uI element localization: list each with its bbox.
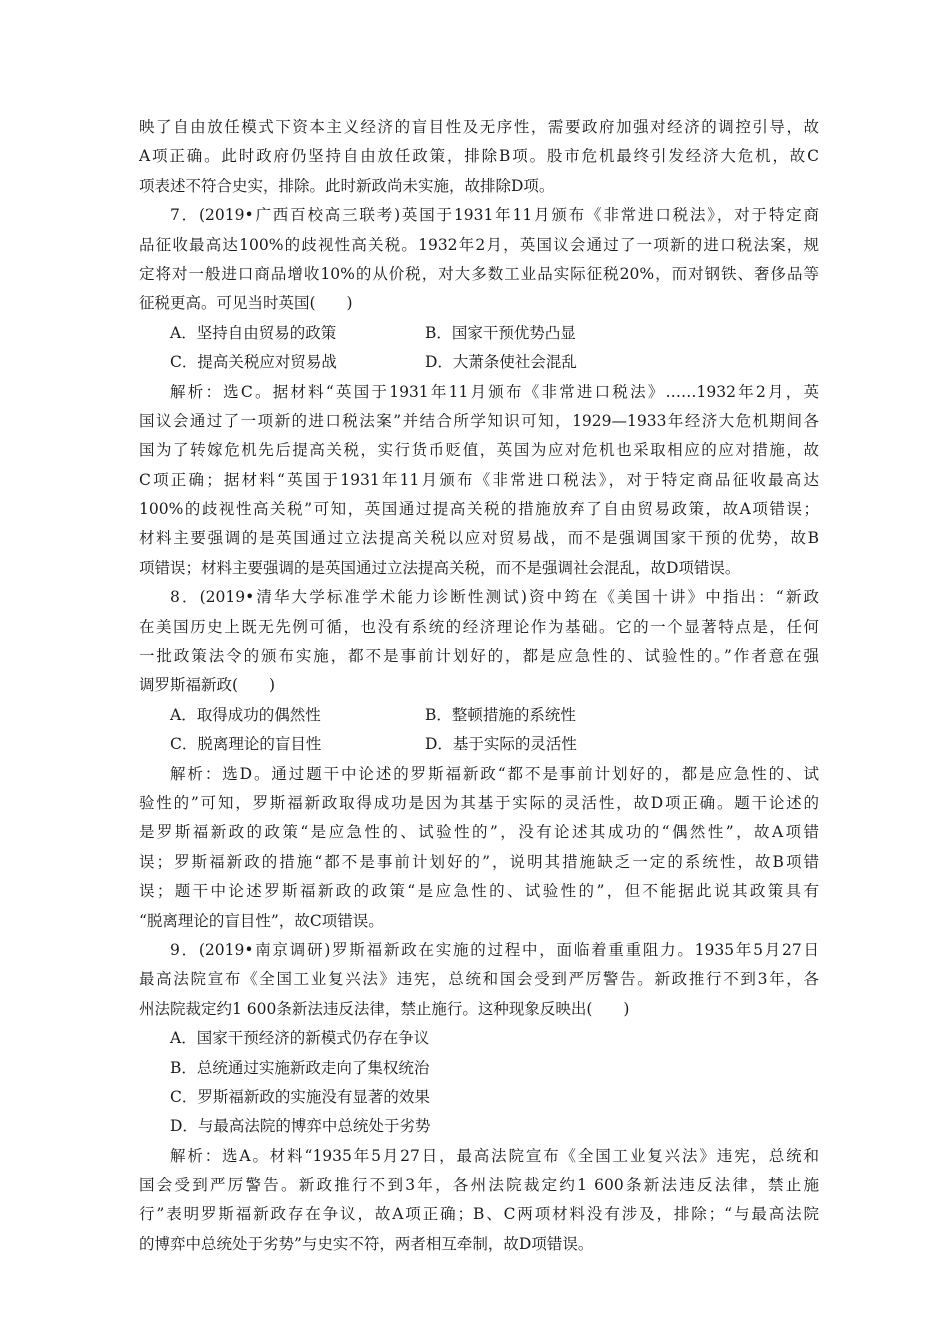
option-row [139, 348, 819, 377]
text-line: 解析：选D。通过题干中论述的罗斯福新政“都不是事前计划好的，都是应急性的、试 [170, 764, 819, 783]
answer-option: D．大萧条使社会混乱 [425, 353, 577, 372]
text-line: C项正确；据材料“英国于1931年11月颁布《非常进口税法》，对于特定商品征收最高达 [139, 470, 819, 489]
answer-option: C．提高关税应对贸易战 [170, 353, 337, 372]
paragraph [139, 936, 819, 1024]
text-line: 征税更高。可见当时英国( ) [139, 294, 353, 313]
text-line: 项表述不符合史实，排除。此时新政尚未实施，故排除D项。 [139, 176, 555, 195]
text-line: 材料主要强调的是英国通过立法提高关税以应对贸易战，而不是强调国家干预的优势，故B [139, 529, 819, 548]
text-line: 误；题干中论述罗斯福新政的政策“是应急性的、试验性的”，但不能据此说其政策具有 [139, 882, 819, 901]
text-line: 误；罗斯福新政的措施“都不是事前计划好的”，说明其措施缺乏一定的系统性，故B项错 [139, 852, 819, 871]
answer-option: A．坚持自由贸易的政策 [170, 323, 337, 342]
text-line: 行”表明罗斯福新政存在争议，故A项正确；B、C两项材料没有涉及，排除；“与最高法院 [139, 1205, 819, 1224]
text-line: 9．(2019•南京调研)罗斯福新政在实施的过程中，面临着重重阻力。1935年5月27日 [170, 940, 819, 959]
text-line: 解析：选A。材料“1935年5月27日，最高法院宣布《全国工业复兴法》违宪，总统和 [170, 1146, 819, 1165]
option-row [139, 701, 819, 730]
text-line: 国议会通过了一项新的进口税法案”并结合所学知识可知，1929—1933年经济大危机期间各 [139, 411, 819, 430]
paragraph [139, 583, 819, 701]
text-line: 定将对一般进口商品增收10%的从价税，对大多数工业品实际征税20%，而对钢铁、奢侈品等 [139, 264, 819, 283]
text-line: 调罗斯福新政( ) [139, 676, 276, 695]
text-line: 品征收最高达100%的歧视性高关税。1932年2月，英国议会通过了一项新的进口税法案，规 [139, 235, 819, 254]
text-line: 最高法院宣布《全国工业复兴法》违宪，总统和国会受到严厉警告。新政推行不到3年，各 [139, 970, 819, 989]
option-row [139, 319, 819, 348]
answer-option: B．整顿措施的系统性 [425, 705, 576, 724]
answer-option: B．总统通过实施新政走向了集权统治 [170, 1058, 430, 1077]
document-body [139, 113, 819, 1259]
text-line: 州法院裁定约1 600条新法违反法律，禁止施行。这种现象反映出( ) [139, 999, 630, 1018]
text-line: 100%的歧视性高关税”可知，英国通过提高关税的措施放弃了自由贸易政策，故A项错误； [139, 500, 819, 519]
text-line: 国会受到严厉警告。新政推行不到3年，各州法院裁定约1 600条新法违反法律，禁止施 [139, 1176, 819, 1195]
option-row [139, 730, 819, 759]
text-line: A项正确。此时政府仍坚持自由放任政策，排除B项。股市危机最终引发经济大危机，故C [139, 147, 819, 166]
text-line: 映了自由放任模式下资本主义经济的盲目性及无序性，需要政府加强对经济的调控引导，故 [139, 118, 819, 136]
answer-option: C．罗斯福新政的实施没有显著的效果 [170, 1087, 430, 1106]
text-line: 一批政策法令的颁布实施，都不是事前计划好的，都是应急性的、试验性的。”作者意在强 [139, 647, 819, 666]
answer-option: C．脱离理论的盲目性 [170, 735, 322, 754]
text-line: 的博弈中总统处于劣势”与史实不符，两者相互牵制，故D项错误。 [139, 1234, 594, 1253]
text-line: 验性的”可知，罗斯福新政取得成功是因为其基于实际的灵活性，故D项正确。题干论述的 [139, 793, 819, 812]
answer-option: B．国家干预优势凸显 [425, 323, 576, 342]
text-line: 7．(2019•广西百校高三联考)英国于1931年11月颁布《非常进口税法》，对于特定商 [170, 206, 819, 225]
text-line: 项错误；材料主要强调的是英国通过立法提高关税，而不是强调社会混乱，故D项错误。 [139, 558, 741, 577]
answer-option: A．取得成功的偶然性 [170, 705, 321, 724]
paragraph [139, 113, 819, 201]
answer-option: D．与最高法院的博弈中总统处于劣势 [170, 1117, 431, 1136]
text-line: 国为了转嫁危机先后提高关税，实行货币贬值，英国为应对危机也采取相应的应对措施，故 [139, 441, 819, 460]
text-line: 解析：选C。据材料“英国于1931年11月颁布《非常进口税法》……1932年2月，英 [170, 382, 819, 401]
paragraph [139, 760, 819, 936]
paragraph [139, 201, 819, 319]
paragraph [139, 1142, 819, 1260]
answer-option: A．国家干预经济的新模式仍存在争议 [170, 1029, 430, 1048]
text-line: “脱离理论的盲目性”，故C项错误。 [139, 911, 384, 930]
paragraph [139, 378, 819, 584]
answer-option: D．基于实际的灵活性 [425, 735, 577, 754]
text-line: 是罗斯福新政的政策“是应急性的、试验性的”，没有论述其成功的“偶然性”，故A项错 [139, 823, 819, 842]
text-line: 8．(2019•清华大学标准学术能力诊断性测试)资中筠在《美国十讲》中指出：“新政 [170, 588, 819, 607]
text-line: 在美国历史上既无先例可循，也没有系统的经济理论作为基础。它的一个显著特点是，任何 [139, 617, 819, 636]
